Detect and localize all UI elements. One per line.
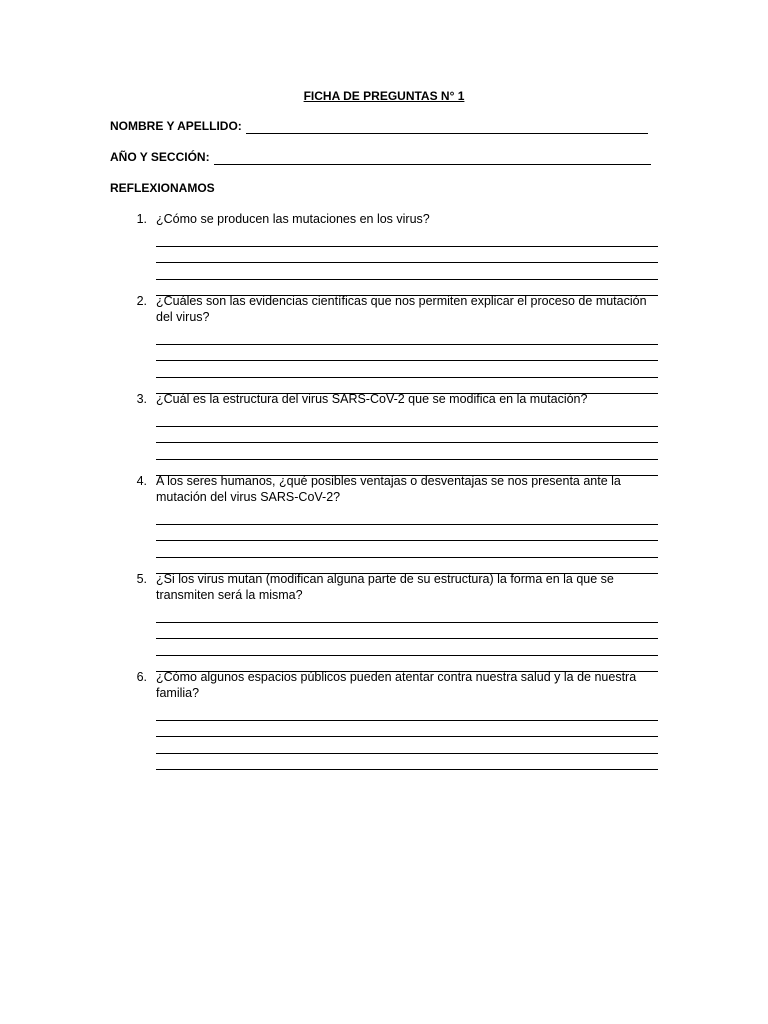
- question-3: [110, 391, 658, 476]
- answer-line[interactable]: [156, 427, 658, 444]
- section-heading: REFLEXIONAMOS: [110, 181, 215, 195]
- page-title: FICHA DE PREGUNTAS N° 1: [303, 89, 465, 103]
- question-text: ¿Si los virus mutan (modifican alguna parte de su estructura) la forma en la que se transmiten será la misma?: [156, 572, 614, 602]
- answer-line[interactable]: [156, 721, 658, 738]
- question-text: ¿Cómo se producen las mutaciones en los virus?: [156, 212, 430, 226]
- answer-lines: [156, 606, 658, 672]
- answer-line[interactable]: [156, 230, 658, 247]
- answer-lines: [156, 410, 658, 476]
- question-2: [110, 293, 658, 394]
- section-answer-line[interactable]: [214, 152, 651, 165]
- question-1: [110, 211, 658, 296]
- answer-line[interactable]: [156, 737, 658, 754]
- answer-line[interactable]: [156, 704, 658, 721]
- question-text: ¿Cuál es la estructura del virus SARS-CoV-2 que se modifica en la mutación?: [156, 392, 588, 406]
- answer-line[interactable]: [156, 247, 658, 264]
- question-text: ¿Cuáles son las evidencias científicas que nos permiten explicar el proceso de mutación del virus?: [156, 294, 647, 324]
- question-6: [110, 669, 658, 770]
- question-5: [110, 571, 658, 672]
- answer-lines: [156, 230, 658, 296]
- answer-lines: [156, 328, 658, 394]
- question-number: 6.: [136, 670, 147, 684]
- question-number: 3.: [136, 392, 147, 406]
- question-number: 2.: [136, 294, 147, 308]
- name-field: [110, 118, 648, 134]
- name-label: NOMBRE Y APELLIDO:: [110, 119, 242, 133]
- answer-line[interactable]: [156, 443, 658, 460]
- answer-line[interactable]: [156, 345, 658, 362]
- answer-line[interactable]: [156, 623, 658, 640]
- question-number: 4.: [136, 474, 147, 488]
- answer-line[interactable]: [156, 328, 658, 345]
- question-number: 5.: [136, 572, 147, 586]
- question-4: [110, 473, 658, 574]
- question-text: ¿Cómo algunos espacios públicos pueden atentar contra nuestra salud y la de nuestra familia?: [156, 670, 637, 700]
- answer-line[interactable]: [156, 606, 658, 623]
- section-label: AÑO Y SECCIÓN:: [110, 150, 210, 164]
- answer-line[interactable]: [156, 410, 658, 427]
- answer-line[interactable]: [156, 754, 658, 771]
- answer-line[interactable]: [156, 508, 658, 525]
- answer-line[interactable]: [156, 361, 658, 378]
- name-answer-line[interactable]: [246, 121, 648, 134]
- question-text: A los seres humanos, ¿qué posibles ventajas o desventajas se nos presenta ante la mutación del virus SARS-CoV-2?: [156, 474, 621, 504]
- answer-lines: [156, 704, 658, 770]
- question-number: 1.: [136, 212, 147, 226]
- section-field: [110, 149, 651, 165]
- answer-line[interactable]: [156, 541, 658, 558]
- answer-line[interactable]: [156, 263, 658, 280]
- answer-lines: [156, 508, 658, 574]
- answer-line[interactable]: [156, 639, 658, 656]
- answer-line[interactable]: [156, 525, 658, 542]
